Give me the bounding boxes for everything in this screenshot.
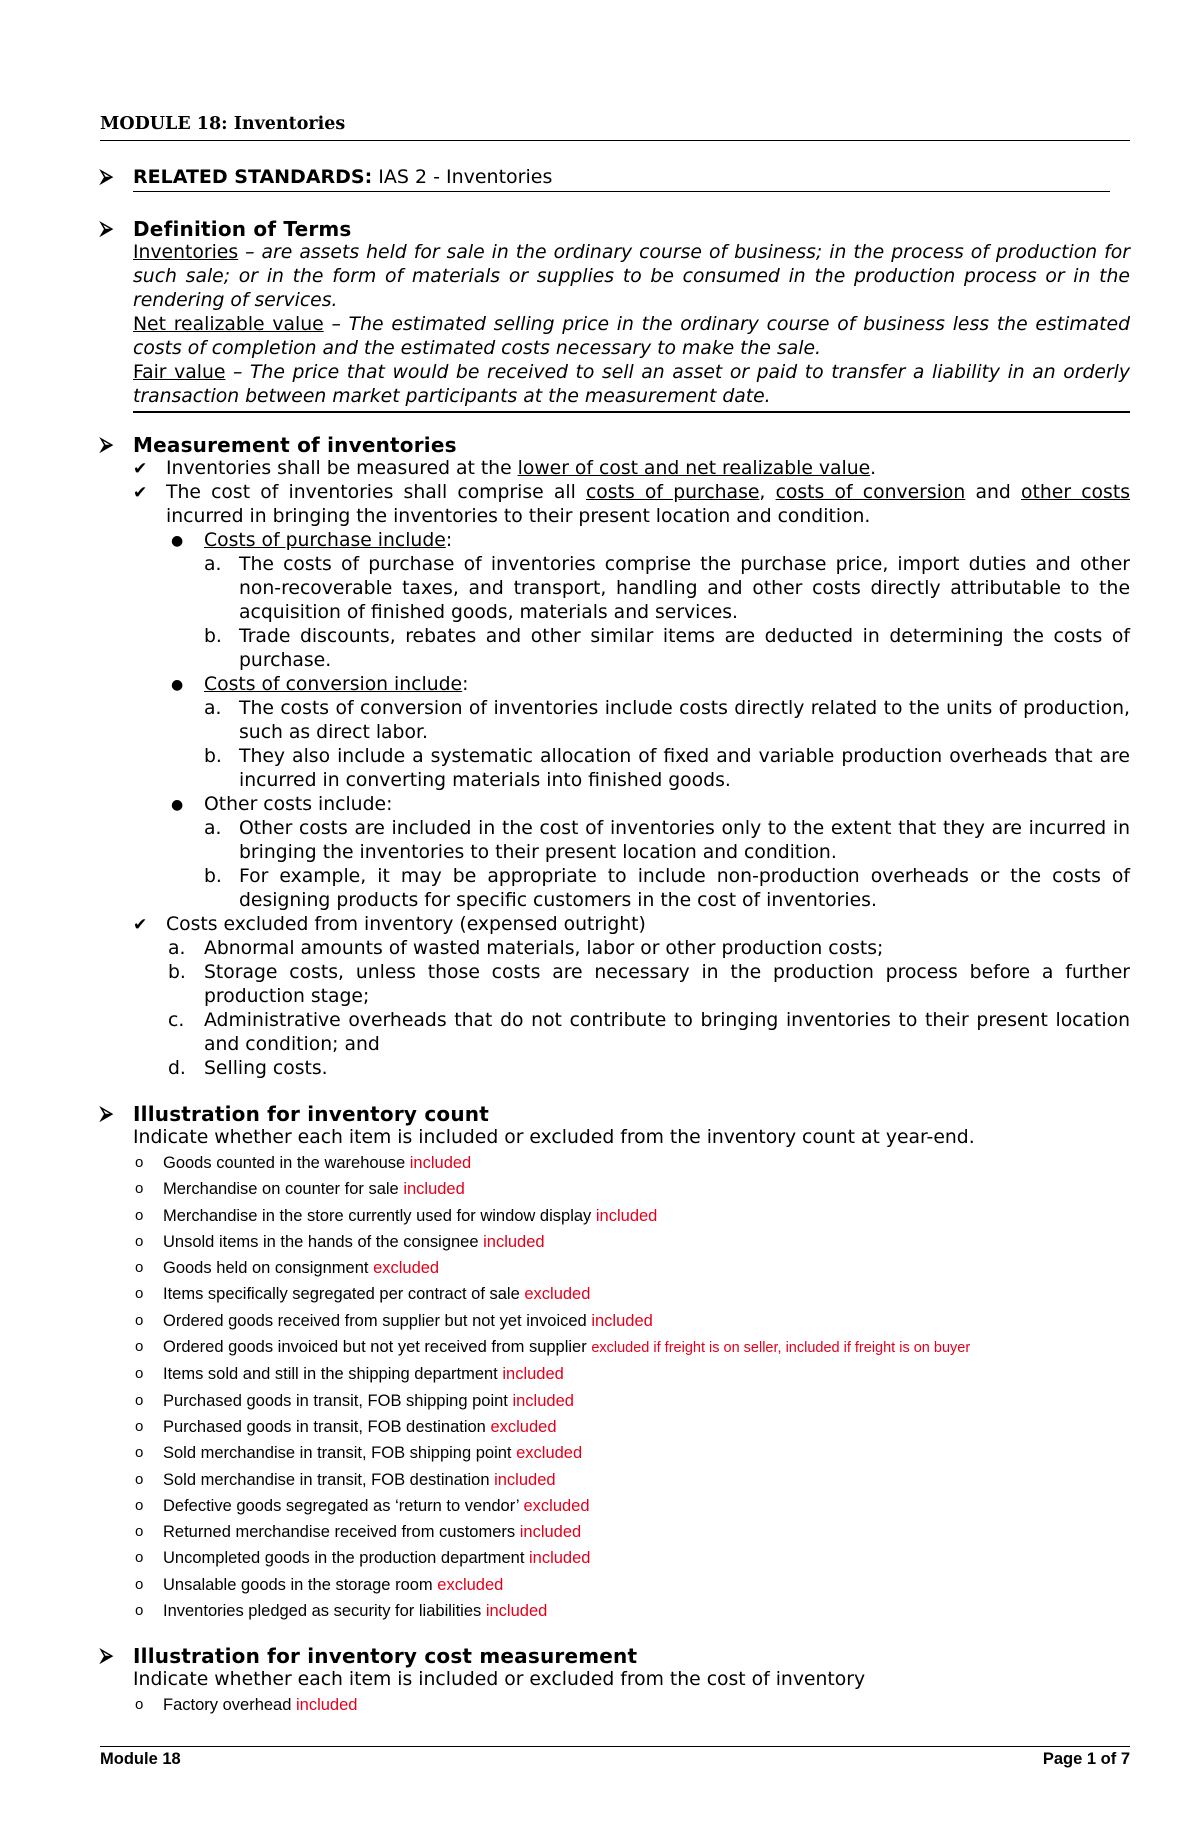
- arrow-bullet-icon: ⮚: [100, 218, 113, 239]
- footer-page-number: Page 1 of 7: [1042, 1750, 1130, 1768]
- checkmark-icon: ✔: [133, 483, 148, 503]
- arrow-bullet-icon: ⮚: [100, 1103, 113, 1124]
- definitions-section: [100, 218, 1130, 413]
- check-item: ✔ Costs excluded from inventory (expensed outright): [133, 914, 646, 935]
- list-item: [133, 1493, 1130, 1519]
- hollow-bullet-icon: o: [135, 1417, 144, 1435]
- list-item-answer: included: [494, 1470, 556, 1489]
- lettered-item: c. Administrative overheads that do not contribute to bringing inventories to their present location and condition; and: [168, 1010, 1130, 1055]
- hollow-bullet-icon: o: [135, 1311, 144, 1329]
- list-item-text: Inventories pledged as security for liabilities: [163, 1602, 482, 1621]
- list-item-answer: included: [595, 1206, 658, 1225]
- hollow-bullet-icon: o: [135, 1549, 144, 1567]
- list-item-answer: included: [483, 1232, 545, 1251]
- measurement-body: [133, 457, 1130, 1081]
- lettered-item: a. Other costs are included in the cost of inventories only to the extent that they are incurred in bringing the inventories to their present location and condition.: [204, 818, 1130, 863]
- list-item: [133, 1229, 1130, 1255]
- list-item-answer: excluded: [373, 1259, 440, 1278]
- list-item-text: Unsold items in the hands of the consignee: [163, 1232, 479, 1251]
- list-item: [133, 1414, 1130, 1440]
- hollow-bullet-icon: o: [135, 1523, 144, 1541]
- list-item-answer: included: [529, 1549, 591, 1568]
- list-item-answer: excluded: [524, 1285, 591, 1304]
- lettered-item: b. Storage costs, unless those costs are necessary in the production process before a further production stage;: [168, 962, 1130, 1007]
- list-item: [133, 1176, 1130, 1202]
- list-item-answer: included: [502, 1365, 564, 1384]
- list-item-text: Purchased goods in transit, FOB destination: [163, 1417, 486, 1436]
- list-item: [133, 1519, 1130, 1545]
- list-item: [133, 1572, 1130, 1598]
- bullet-icon: ●: [171, 533, 184, 549]
- list-item-answer: excluded if freight is on seller, included if freight is on buyer: [591, 1340, 971, 1357]
- hollow-bullet-icon: o: [135, 1232, 144, 1250]
- measurement-title: Measurement of inventories: [133, 433, 457, 457]
- page-title: MODULE 18: Inventories: [100, 114, 346, 134]
- hollow-bullet-icon: o: [135, 1602, 144, 1620]
- lettered-item: d. Selling costs.: [168, 1058, 328, 1079]
- list-item-text: Factory overhead: [163, 1696, 292, 1714]
- list-item: [133, 1388, 1130, 1414]
- list-item-text: Items sold and still in the shipping department: [163, 1365, 498, 1384]
- count-list: [133, 1150, 1130, 1624]
- lettered-item: a. The costs of purchase of inventories comprise the purchase price, import duties and other non-recoverable taxes, and transport, handling and other costs directly attributable to the acquisition of finished goods, materials and services.: [204, 554, 1130, 623]
- list-item: [133, 1440, 1130, 1466]
- hollow-bullet-icon: o: [135, 1444, 144, 1462]
- count-title: Illustration for inventory count: [133, 1102, 489, 1126]
- list-item-text: Sold merchandise in transit, FOB destination: [163, 1470, 490, 1489]
- list-item-text: Defective goods segregated as ‘return to vendor’: [163, 1496, 519, 1515]
- hollow-bullet-icon: o: [135, 1285, 144, 1303]
- list-item: [133, 1545, 1130, 1571]
- list-item-text: Ordered goods invoiced but not yet received from supplier: [163, 1338, 587, 1357]
- checkmark-icon: ✔: [133, 459, 148, 479]
- definition-item: Inventories – are assets held for sale in the ordinary course of business; in the process of production for such sale; or in the form of materials or supplies to be consumed in the production process or in the rendering of services.: [133, 242, 1130, 311]
- list-item-text: Sold merchandise in transit, FOB shipping point: [163, 1444, 512, 1463]
- lettered-item: b. They also include a systematic allocation of fixed and variable production overheads that are incurred in converting materials into finished goods.: [204, 746, 1130, 791]
- lettered-item: a. The costs of conversion of inventories include costs directly related to the units of production, such as direct labor.: [204, 698, 1130, 743]
- related-label: RELATED STANDARDS:: [133, 166, 373, 188]
- list-item: [133, 1361, 1130, 1387]
- lettered-item: b. For example, it may be appropriate to include non-production overheads or the costs of designing products for specific customers in the cost of inventories.: [204, 866, 1130, 911]
- hollow-bullet-icon: o: [135, 1154, 144, 1171]
- hollow-bullet-icon: o: [135, 1365, 144, 1383]
- hollow-bullet-icon: o: [135, 1496, 144, 1514]
- related-value: IAS 2 - Inventories: [372, 166, 553, 188]
- hollow-bullet-icon: o: [135, 1338, 144, 1356]
- bullet-icon: ●: [171, 677, 184, 693]
- check-item: ✔ Inventories shall be measured at the lower of cost and net realizable value.: [133, 458, 877, 479]
- list-item-answer: included: [403, 1180, 465, 1199]
- list-item-text: Ordered goods received from supplier but not yet invoiced: [163, 1311, 587, 1330]
- list-item: [133, 1150, 1130, 1176]
- list-item: [133, 1334, 1130, 1361]
- count-section: [100, 1103, 1130, 1624]
- list-item: [133, 1255, 1130, 1281]
- document-page: [100, 0, 1130, 1835]
- check-item: ✔ The cost of inventories shall comprise all costs of purchase, costs of conversion and other costs incurred in bringing the inventories to their present location and condition.: [133, 482, 1130, 527]
- list-item-answer: excluded: [490, 1417, 557, 1436]
- definitions-body: [133, 241, 1130, 413]
- definition-item: Net realizable value – The estimated selling price in the ordinary course of business less the estimated costs of completion and the estimated costs necessary to make the sale.: [133, 314, 1130, 359]
- list-item-text: Uncompleted goods in the production department: [163, 1549, 525, 1568]
- definition-term: Inventories: [133, 242, 239, 263]
- list-item: [133, 1467, 1130, 1493]
- list-item-answer: included: [591, 1311, 653, 1330]
- list-item: [133, 1598, 1130, 1624]
- hollow-bullet-icon: o: [135, 1696, 144, 1713]
- cost-list: [133, 1692, 1130, 1718]
- list-item-text: Unsalable goods in the storage room: [163, 1575, 433, 1594]
- list-item-text: Goods held on consignment: [163, 1259, 369, 1278]
- list-item-answer: excluded: [516, 1444, 583, 1463]
- list-item: [133, 1692, 1130, 1718]
- hollow-bullet-icon: o: [135, 1206, 144, 1224]
- definition-term: Net realizable value: [133, 314, 324, 335]
- hollow-bullet-icon: o: [135, 1391, 144, 1409]
- hollow-bullet-icon: o: [135, 1470, 144, 1488]
- list-item: [133, 1308, 1130, 1334]
- lettered-item: a. Abnormal amounts of wasted materials, labor or other production costs;: [168, 938, 884, 959]
- cost-section: [100, 1645, 1130, 1718]
- bullet-icon: ●: [171, 797, 184, 813]
- definition-term: Fair value: [133, 362, 226, 383]
- list-item-text: Returned merchandise received from customers: [163, 1523, 516, 1542]
- bullet-item: ● Other costs include:: [171, 794, 393, 815]
- definition-item: Fair value – The price that would be received to sell an asset or paid to transfer a liability in an orderly transaction between market participants at the measurement date.: [133, 362, 1131, 407]
- list-item: [133, 1281, 1130, 1307]
- list-item: [133, 1203, 1130, 1229]
- list-item-answer: included: [512, 1391, 574, 1410]
- list-item-answer: excluded: [523, 1496, 590, 1515]
- list-item-text: Merchandise on counter for sale: [163, 1180, 399, 1199]
- footer-module: Module 18: [100, 1750, 181, 1768]
- arrow-bullet-icon: ⮚: [100, 1645, 113, 1666]
- cost-title: Illustration for inventory cost measurement: [133, 1644, 638, 1668]
- arrow-bullet-icon: ⮚: [100, 166, 113, 187]
- bullet-item: ● Costs of conversion include:: [171, 674, 469, 695]
- arrow-bullet-icon: ⮚: [100, 434, 113, 455]
- lettered-item: b. Trade discounts, rebates and other similar items are deducted in determining the costs of purchase.: [204, 626, 1130, 671]
- list-item-text: Purchased goods in transit, FOB shipping point: [163, 1391, 508, 1410]
- related-standards: [100, 166, 1130, 192]
- list-item-text: Items specifically segregated per contract of sale: [163, 1285, 520, 1304]
- measurement-section: [100, 434, 1130, 1081]
- count-intro: Indicate whether each item is included or excluded from the inventory count at year-end.: [133, 1127, 975, 1148]
- list-item-answer: included: [296, 1696, 358, 1714]
- list-item-text: Merchandise in the store currently used for window display: [163, 1206, 592, 1225]
- list-item-answer: included: [409, 1154, 472, 1172]
- list-item-answer: included: [485, 1602, 548, 1621]
- cost-intro: Indicate whether each item is included or excluded from the cost of inventory: [133, 1669, 866, 1690]
- hollow-bullet-icon: o: [135, 1259, 144, 1277]
- list-item-answer: included: [519, 1523, 582, 1542]
- checkmark-icon: ✔: [133, 915, 148, 935]
- hollow-bullet-icon: o: [135, 1180, 144, 1198]
- header-divider: [100, 140, 1130, 141]
- definitions-title: Definition of Terms: [133, 217, 352, 241]
- list-item-answer: excluded: [437, 1575, 504, 1594]
- bullet-item: ● Costs of purchase include:: [171, 530, 453, 551]
- list-item-text: Goods counted in the warehouse: [163, 1154, 406, 1172]
- footer-divider: [100, 1746, 1130, 1747]
- hollow-bullet-icon: o: [135, 1575, 144, 1593]
